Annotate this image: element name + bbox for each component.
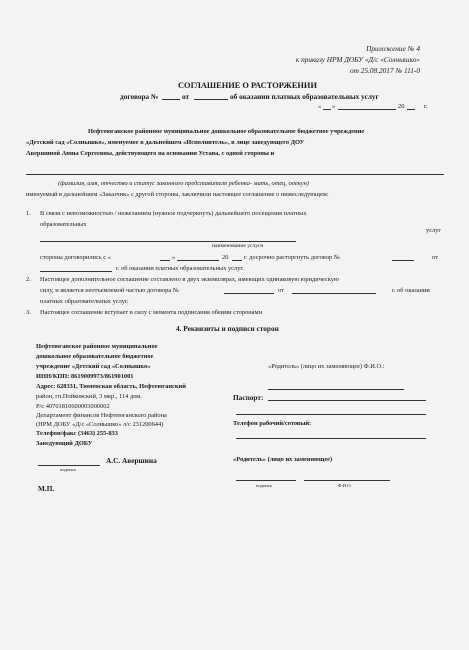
- clause-3-line-a: Настоящее соглашение вступает в силу с момента подписания обеими сторонами: [40, 309, 262, 316]
- customer-sign-header: «Родитель» (лицо их заменяющее): [233, 456, 333, 463]
- customer-phone-label: Телефон рабочий/сотовый:: [233, 420, 312, 427]
- intro-line-2: «Детский сад «Солнышко», именуемое в дальнейшем «Исполнитель», в лице заведующего ДОУ: [26, 139, 305, 146]
- executor-inn: ИНН/КПП: 8619009973/861901001: [36, 373, 134, 380]
- customer-name-line-1: [268, 389, 404, 390]
- customer-header: «Родитель» (лицо их заменяющее) Ф.И.О.:: [268, 363, 385, 370]
- executor-address-2: район, гп.Пойковский, 3 мкр., 114 дом.: [36, 393, 142, 400]
- clause-1-line-d: г. об оказании платных образовательных услуг.: [116, 265, 244, 272]
- clause-2-number: 2.: [26, 276, 31, 283]
- clause-1-contract-date-line: [40, 271, 112, 272]
- executor-finance-dept: Департамент финансов Нефтеюганского района: [36, 412, 167, 419]
- title-contract-prefix: договора №: [120, 92, 159, 101]
- date-day-line: [323, 109, 331, 110]
- clause-2-contract-number-line: [224, 293, 274, 294]
- intro-line-1: Нефтеюганское районное муниципальное дошкольное образовательное бюджетное учреждение: [88, 128, 365, 135]
- service-name-line: [40, 241, 296, 242]
- date-quote-open: «: [318, 103, 322, 110]
- clause-2-contract-date-line: [292, 293, 376, 294]
- service-caption: наименование услуги: [212, 243, 264, 249]
- date-quote-close: »: [332, 103, 336, 110]
- executor-line-2: дошкольное образовательное бюджетное: [36, 353, 154, 360]
- appendix-line-1: Приложение № 4: [366, 44, 420, 53]
- clause-2-line-b-end: г. об оказании: [392, 287, 430, 294]
- intro-line-3: Авершиной Анны Сергеевны, действующего на основании Устава, с одной стороны и: [26, 150, 275, 157]
- executor-signer-name: А.С. Авершина: [106, 456, 157, 465]
- executor-address-1: [36, 383, 186, 391]
- termination-day-line: [160, 260, 170, 261]
- section-4-title: 4. Реквизиты и подписи сторон: [176, 324, 279, 333]
- customer-fio-line: [304, 480, 390, 481]
- customer-passport-label: Паспорт:: [233, 393, 264, 402]
- title-from: от: [182, 92, 190, 101]
- clause-2-line-a: Настоящее дополнительное соглашение составлено в двух экземплярах, имеющих одинаковую юридическую: [40, 276, 339, 283]
- termination-year-line: [232, 260, 242, 261]
- clause-1-line-b: образовательных: [40, 221, 87, 228]
- customer-signature-line: [236, 480, 296, 481]
- intro-line-4: именуемый в дальнейшем «Заказчик» с другой стороны, заключили настоящее соглашение о нижеследующем:: [26, 191, 329, 198]
- clause-1-number: 1.: [26, 210, 31, 217]
- clause-2-line-c: платных образовательных услуг.: [40, 298, 129, 305]
- executor-line-1: Нефтеюганское районное муниципальное: [36, 343, 158, 350]
- customer-passport-line-1: [268, 400, 426, 401]
- executor-line-3: учреждение «Детский сад «Солнышко»: [36, 363, 151, 370]
- contract-date-line: [194, 99, 228, 100]
- executor-head-title: Заведующий ДОБУ: [36, 440, 93, 447]
- clause-1-year: 20: [222, 254, 229, 261]
- customer-fio-caption: Ф.И.О.: [338, 483, 352, 488]
- executor-personal-account: (НРМ ДОБУ «Д/с «Солнышко» л/с 231200644): [36, 421, 164, 428]
- customer-passport-line-2: [236, 414, 426, 415]
- contract-number-line: [162, 99, 180, 100]
- executor-account: Р/с 40701810600003000002: [36, 403, 110, 410]
- executor-address-text: Адрес: 628331, Тюменская область, Нефтеюганский: [36, 383, 186, 390]
- clause-1-contract-number-line: [392, 260, 414, 261]
- clause-1-quote-close: »: [172, 254, 176, 261]
- termination-month-line: [177, 260, 219, 261]
- clause-1-line-c-mid: г. досрочно расторгнуть договор №: [244, 254, 340, 261]
- date-month-line: [338, 109, 396, 110]
- intro-caption: (фамилия, имя, отчество и статус законного представителя ребенка- мать, отец, опекун): [58, 180, 309, 187]
- date-year-prefix: 20: [398, 103, 405, 110]
- executor-signature-caption: подпись: [60, 467, 77, 472]
- appendix-line-3: от 25.08.2017 № 111-0: [349, 66, 420, 75]
- seal-placeholder: М.П.: [38, 484, 55, 493]
- document-title: СОГЛАШЕНИЕ О РАСТОРЖЕНИИ: [178, 81, 317, 90]
- clause-2-from: от: [278, 287, 284, 294]
- executor-phone: Телефон/факс (3463) 255-833: [36, 430, 118, 437]
- clause-1-line-c: стороны договорились с «: [40, 254, 111, 261]
- clause-1-services-end: услуг: [426, 227, 442, 234]
- clause-3-number: 3.: [26, 309, 31, 316]
- appendix-line-2: к приказу НРМ ДОБУ «Д/с «Солнышко»: [295, 55, 420, 64]
- date-g: г.: [424, 103, 428, 110]
- clause-1-line-a: В связи с невозможностью / нежеланием (нужное подчеркнуть) дальнейшего посещения платных: [40, 210, 307, 217]
- clause-1-from: от: [432, 254, 438, 261]
- customer-phone-line: [236, 438, 426, 439]
- customer-name-line: [26, 174, 444, 175]
- customer-signature-caption: подпись: [256, 483, 273, 488]
- title-suffix: об оказании платных образовательных услуг: [230, 92, 379, 101]
- clause-2-line-b: силу, и является неотъемлемой частью договора №: [40, 287, 179, 294]
- date-year-line: [407, 109, 415, 110]
